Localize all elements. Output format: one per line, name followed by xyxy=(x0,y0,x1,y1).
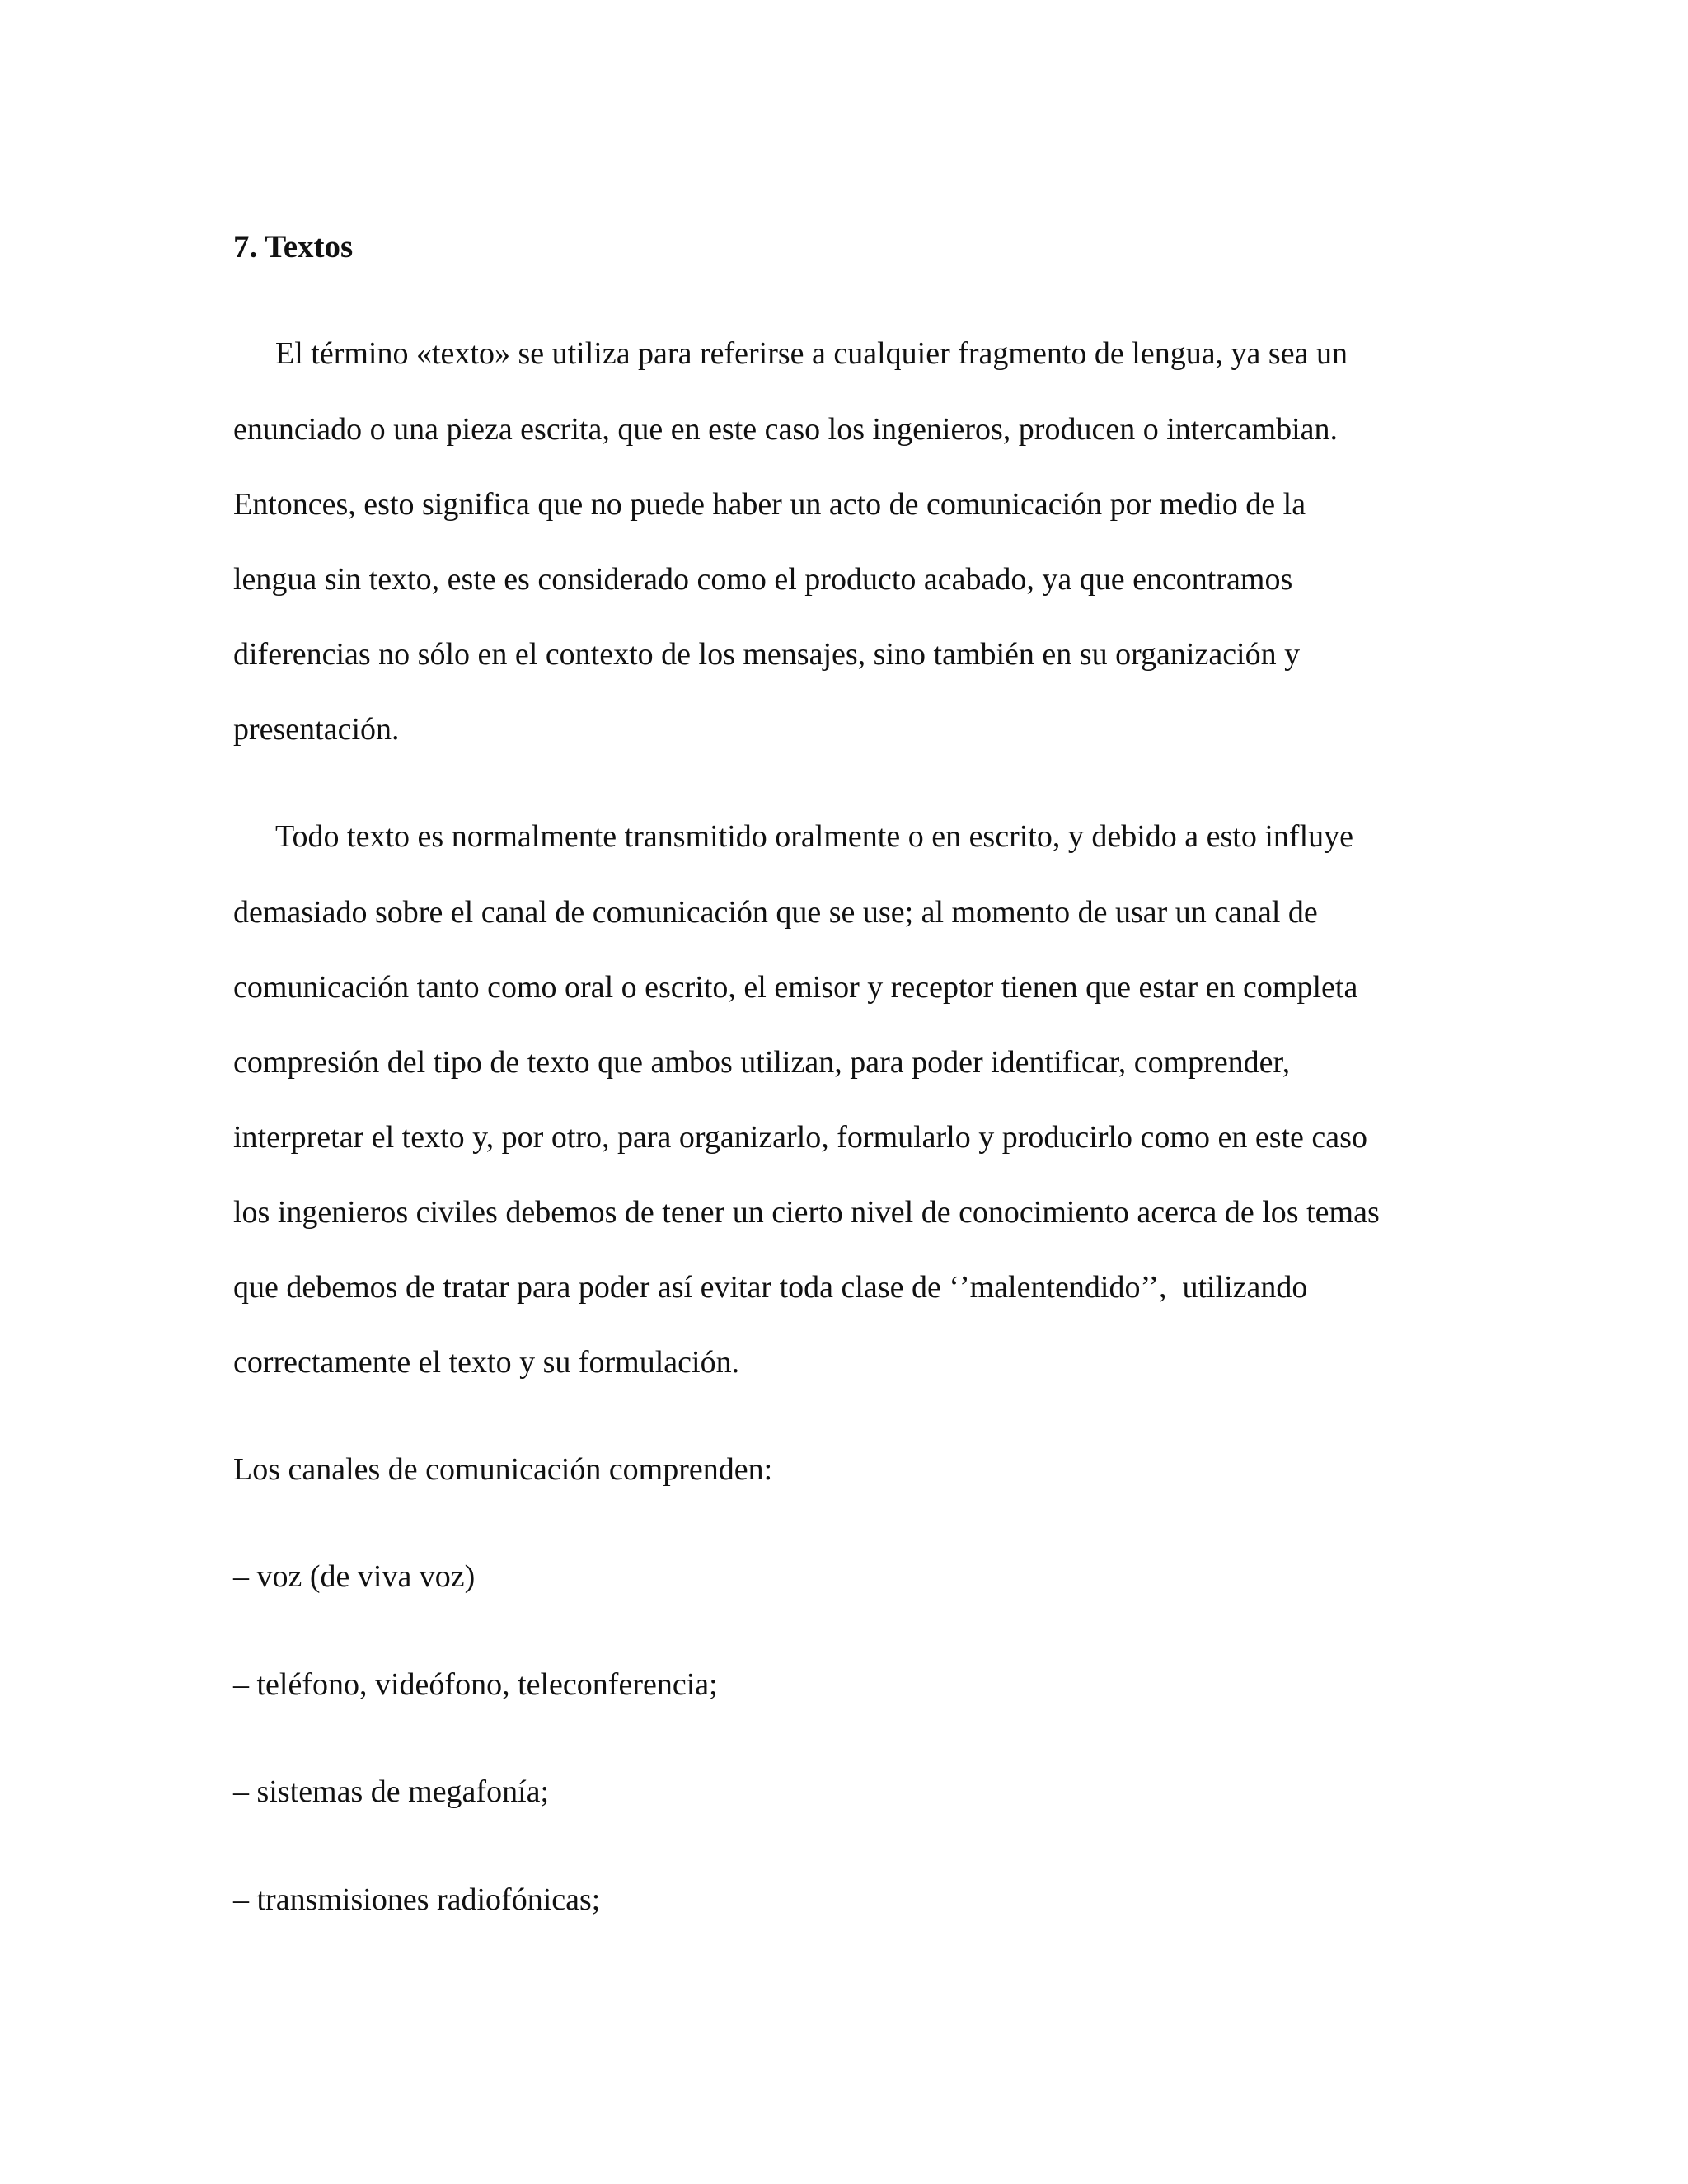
paragraph-2-line-4: compresión del tipo de texto que ambos utilizan, para poder identificar, comprender, xyxy=(233,1045,1291,1080)
list-item: – transmisiones radiofónicas; xyxy=(233,1882,601,1917)
paragraph-2-line-5: interpretar el texto y, por otro, para organizarlo, formularlo y producirlo como en este caso xyxy=(233,1120,1367,1155)
paragraph-1-line-6: presentación. xyxy=(233,712,400,747)
paragraph-1-line-3: Entonces, esto significa que no puede haber un acto de comunicación por medio de la xyxy=(233,487,1306,522)
section-heading: 7. Textos xyxy=(233,229,354,265)
list-item: – voz (de viva voz) xyxy=(233,1559,476,1594)
list-intro: Los canales de comunicación comprenden: xyxy=(233,1452,773,1487)
paragraph-2-line-1: Todo texto es normalmente transmitido oralmente o en escrito, y debido a esto influye xyxy=(275,819,1353,854)
list-item: – sistemas de megafonía; xyxy=(233,1774,550,1809)
paragraph-2-line-6: los ingenieros civiles debemos de tener un cierto nivel de conocimiento acerca de los temas xyxy=(233,1195,1380,1230)
paragraph-2-line-3: comunicación tanto como oral o escrito, el emisor y receptor tienen que estar en completa xyxy=(233,970,1358,1005)
paragraph-1-line-4: lengua sin texto, este es considerado como el producto acabado, ya que encontramos xyxy=(233,562,1293,597)
paragraph-2-line-7: que debemos de tratar para poder así evitar toda clase de ‘’malentendido’’, utilizando xyxy=(233,1270,1308,1305)
paragraph-1-line-2: enunciado o una pieza escrita, que en este caso los ingenieros, producen o intercambian. xyxy=(233,412,1339,447)
paragraph-2-line-8: correctamente el texto y su formulación. xyxy=(233,1345,740,1380)
paragraph-1-line-5: diferencias no sólo en el contexto de los mensajes, sino también en su organización y xyxy=(233,637,1301,672)
paragraph-2-line-2: demasiado sobre el canal de comunicación que se use; al momento de usar un canal de xyxy=(233,895,1318,930)
list-item: – teléfono, videófono, teleconferencia; xyxy=(233,1667,718,1702)
paragraph-1-line-1: El término «texto» se utiliza para referirse a cualquier fragmento de lengua, ya sea un xyxy=(275,336,1348,371)
